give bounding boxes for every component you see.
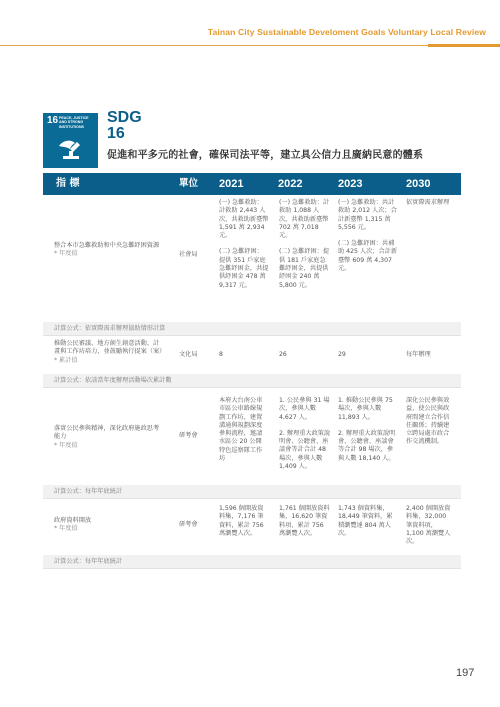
row-2022: 26 [279, 351, 287, 358]
row-unit: 文化局 [179, 351, 198, 358]
row-2023: 29 [338, 351, 346, 358]
sdg-icon-number: 16 [47, 115, 59, 126]
row-2023: (一) 急難救助：共計救助 2,012 人次；合計新臺幣 1,315 萬 5,556 元。 (二) 急難紓困：共補助 425 人次；合計新臺幣 609 萬 4,307 元。 [338, 199, 398, 273]
row-2030: 依實際需求辦理 [406, 199, 450, 206]
page-number: 197 [456, 667, 475, 679]
row-2022: 1,761 個開放資料集，16,620 筆資料項，累計 756 萬瀏覽人次。 [279, 505, 330, 537]
row-formula: 計算公式：依實際需求辦理協助情形計算 [43, 322, 461, 336]
header-rule [0, 45, 500, 46]
row-2022: (一) 急難救助：計救助 1,088 人次，共救助新臺幣 702 萬 7,018 元。 (二) 急難紓困：提供 181 戶家庭急難紓困金，共提供紓困金 240 萬 5,800 元。 [279, 199, 330, 289]
row-indicator: 落實公民參與精神，深化政府施政思考能力 * 年度值 [54, 425, 160, 449]
dove-gavel-icon [53, 134, 89, 164]
sdg-number: 16 [107, 125, 125, 142]
col-2030: 2030 [406, 178, 431, 190]
sdg-goal-title: 促進和平多元的社會，確保司法平等，建立具公信力且廣納民意的體系 [107, 150, 424, 161]
row-formula: 計算公式：每年年底統計 [43, 485, 461, 499]
row-2023: 1. 推動公民參與 75 場次，參與人數 11,893 人。 2. 辦理重大政策說明會、公聽會、座談會等合計 98 場次，參與人數 18,140 人。 [338, 397, 396, 462]
col-unit: 單位 [179, 178, 199, 189]
sdg-16-icon [43, 113, 98, 168]
row-indicator: 整合本市急難救助和中央急難紓困資源 * 年度值 [54, 242, 160, 258]
row-unit: 研考會 [179, 521, 198, 528]
row-2030: 2,400 個開放資料集，32,000 筆資料項，1,100 萬瀏覽人次。 [406, 505, 451, 546]
row-2022: 1. 公民參與 31 場次，參與人數 4,627 人。 2. 辦理重大政策說明會、公聽會、座談會等計合計 48 場次，參與人數 1,409 人。 [279, 397, 331, 471]
row-unit: 研考會 [179, 432, 198, 439]
col-indicator: 指 標 [56, 178, 80, 189]
row-2021: 1,596 個開放資料集，7,176 筆資料，累計 756 萬瀏覽人次。 [219, 505, 264, 537]
row-2021: (一) 急難救助：計救助 2,443 人次，共救助新臺幣 1,591 萬 2,934 元。 (二) 急難紓困：提供 351 戶家庭急難紓困金，共提供紓困金 478 萬 9,317 元。 [219, 199, 269, 289]
sdg-label: SDG [107, 109, 142, 126]
col-2023: 2023 [338, 178, 363, 190]
table-header [43, 173, 461, 195]
row-formula: 計算公式：依該當年度辦理活動場次累計數 [43, 374, 461, 388]
sdg-icon-words: PEACE, JUSTICE AND STRONG INSTITUTIONS [59, 116, 89, 129]
row-formula: 計算公式：每年年底統計 [43, 555, 461, 569]
col-2021: 2021 [219, 178, 244, 190]
row-2023: 1,743 個資料集，18,449 筆資料，累積瀏覽達 804 萬人次。 [338, 505, 393, 537]
row-unit: 社會局 [179, 251, 198, 258]
row-2030: 深化公民參與效益，使公民與政府間建立合作信任關係；持續建立跨局處市政合作交流機制。 [406, 397, 450, 446]
row-indicator: 政府資料開放 * 年度值 [54, 517, 92, 533]
row-indicator: 推動公民審議、地方創生創意活動、計畫與工作坊培力，並鼓勵執行提案（案） * 累計值 [54, 340, 166, 364]
row-2021: 本府大台南公車市區公車路線規劃工作坊，建置溝通與規劃深度參與流程，邀請水區公 20 公開特色巡察隊工作坊 [219, 397, 263, 463]
row-2030: 每年辦理 [406, 351, 431, 358]
row-2021: 8 [219, 351, 223, 358]
col-2022: 2022 [278, 178, 303, 190]
running-title: Tainan City Sustainable Develoment Goals Voluntary Local Review [207, 27, 486, 37]
header-rule-accent [428, 44, 500, 47]
